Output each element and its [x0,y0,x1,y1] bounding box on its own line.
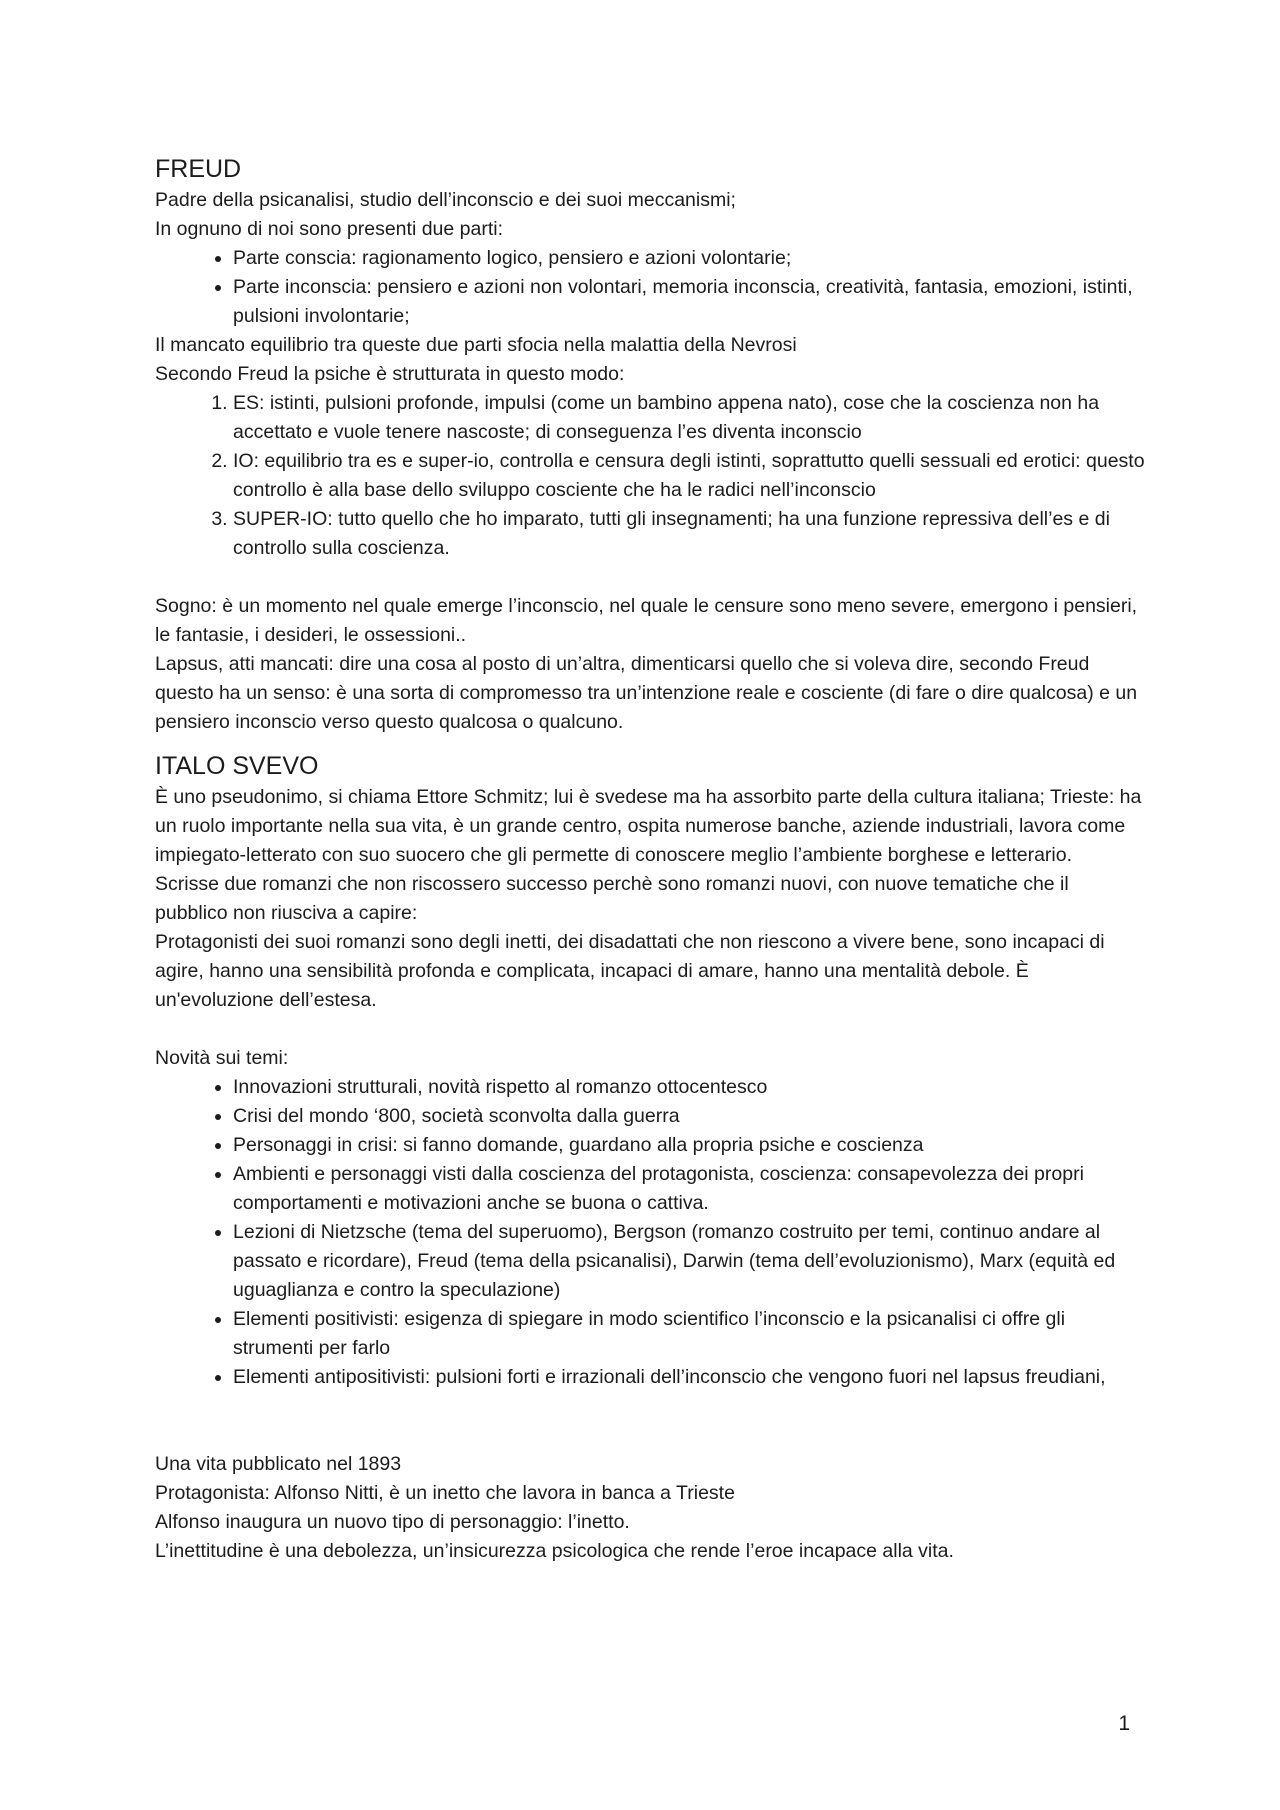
list-item: • Elementi antipositivisti: pulsioni forti e irrazionali dell’inconscio che vengono fuori nel lapsus freudiani, [233,1363,1145,1392]
freud-heading: FREUD [155,155,242,183]
svevo-paragraph: Scrisse due romanzi che non riscossero successo perchè sono romanzi nuovi, con nuove tematiche che il pubblico non riusciva a capire: [155,873,1069,924]
list-item: 1. ES: istinti, pulsioni profonde, impulsi (come un bambino appena nato), cose che la coscienza non ha accettato e vuole tenere nascoste; di conseguenza l’es diventa inconscio [233,389,1145,447]
una-vita-line: Protagonista: Alfonso Nitti, è un inetto che lavora in banca a Trieste [155,1482,735,1504]
list-item: • Crisi del mondo ‘800, società sconvolta dalla guerra [233,1102,1145,1131]
themes-heading: Novità sui temi: [155,1047,289,1069]
list-item: 2. IO: equilibrio tra es e super-io, controlla e censura degli istinti, soprattutto quelli sessuali ed erotici: questo controllo è alla base dello sviluppo cosciente che ha le radici nell’inconscio [233,447,1145,505]
list-item: • Parte inconscia: pensiero e azioni non volontari, memoria inconscia, creatività, fantasia, emozioni, istinti, pulsioni involontarie; [233,273,1145,331]
una-vita-line: Una vita pubblicato nel 1893 [155,1453,402,1475]
svevo-paragraph: Protagonisti dei suoi romanzi sono degli inetti, dei disadattati che non riescono a vivere bene, sono incapaci di agire, hanno una sensibilità profonda e complicata, incapaci di amare, hanno una mentalità debole. È un'evoluzione dell’estesa. [155,931,1105,1011]
svevo-heading: ITALO SVEVO [155,752,319,780]
document-page [155,152,1145,1566]
lapsus-paragraph: Lapsus, atti mancati: dire una cosa al posto di un’altra, dimenticarsi quello che si voleva dire, secondo Freud questo ha un senso: è una sorta di compromesso tra un’intenzione reale e cosciente (di fare o dire qualcosa) e un pensiero inconscio verso questo qualcosa o qualcuno. [155,653,1138,733]
list-item: • Personaggi in crisi: si fanno domande, guardano alla propria psiche e coscienza [233,1131,1145,1160]
list-item: • Innovazioni strutturali, novità rispetto al romanzo ottocentesco [233,1073,1145,1102]
freud-intro-line: Padre della psicanalisi, studio dell’inconscio e dei suoi meccanismi; [155,189,736,211]
freud-middle-line: Il mancato equilibrio tra queste due parti sfocia nella malattia della Nevrosi [155,334,797,356]
list-item: • Elementi positivisti: esigenza di spiegare in modo scientifico l’inconscio e la psicanalisi ci offre gli strumenti per farlo [233,1305,1145,1363]
list-item: • Ambienti e personaggi visti dalla coscienza del protagonista, coscienza: consapevolezza dei propri comportamenti e motivazioni anche se buona o cattiva. [233,1160,1145,1218]
freud-parts-list [155,244,1145,331]
list-item: • Lezioni di Nietzsche (tema del superuomo), Bergson (romanzo costruito per temi, continuo andare al passato e ricordare), Freud (tema della psicanalisi), Darwin (tema dell’evoluzionismo), Marx (equità ed uguaglianza e contro la speculazione) [233,1218,1145,1305]
themes-list [155,1073,1145,1392]
una-vita-line: Alfonso inaugura un nuovo tipo di personaggio: l’inetto. [155,1511,630,1533]
psyche-structure-list [155,389,1145,563]
list-item: • Parte conscia: ragionamento logico, pensiero e azioni volontarie; [233,244,1145,273]
page-number: 1 [1118,1712,1130,1735]
svevo-paragraph: È uno pseudonimo, si chiama Ettore Schmitz; lui è svedese ma ha assorbito parte della cultura italiana; Trieste: ha un ruolo importante nella sua vita, è un grande centro, ospita numerose banche, aziende industriali, lavora come impiegato-letterato con suo suocero che gli permette di conoscere meglio l’ambiente borghese e letterario. [155,786,1142,866]
list-item: 3. SUPER-IO: tutto quello che ho imparato, tutti gli insegnamenti; ha una funzione repressiva dell’es e di controllo sulla coscienza. [233,505,1145,563]
freud-middle-line: Secondo Freud la psiche è strutturata in questo modo: [155,363,625,385]
dream-paragraph: Sogno: è un momento nel quale emerge l’inconscio, nel quale le censure sono meno severe, emergono i pensieri, le fantasie, i desideri, le ossessioni.. [155,595,1138,646]
una-vita-line: L’inettitudine è una debolezza, un’insicurezza psicologica che rende l’eroe incapace alla vita. [155,1540,954,1562]
freud-intro-line: In ognuno di noi sono presenti due parti: [155,218,504,240]
